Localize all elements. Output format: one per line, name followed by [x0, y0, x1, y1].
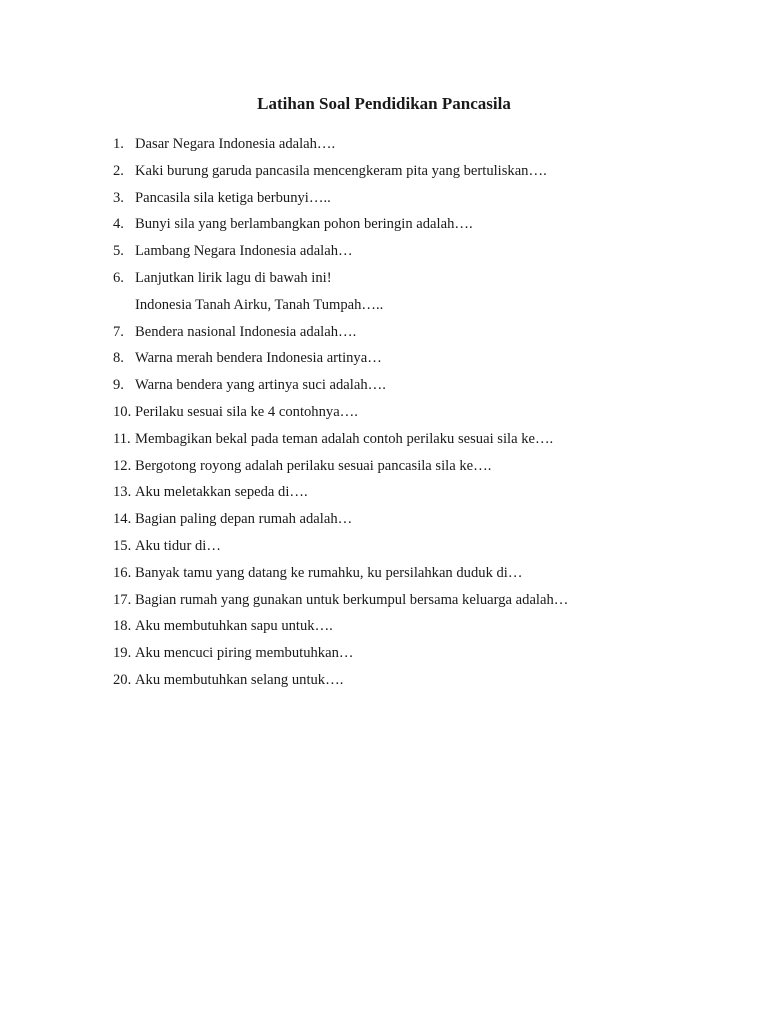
- question-number: 19.: [113, 645, 132, 662]
- question-item: [113, 562, 733, 589]
- question-number: 20.: [113, 671, 132, 688]
- question-number: 16.: [113, 564, 132, 581]
- question-text: Aku membutuhkan selang untuk….: [135, 671, 344, 688]
- question-number: 5.: [113, 243, 124, 260]
- question-item: [113, 508, 733, 535]
- question-number: 18.: [113, 618, 132, 635]
- question-item: [113, 187, 733, 214]
- question-item: [113, 160, 733, 187]
- question-text: Bagian rumah yang gunakan untuk berkumpul bersama keluarga adalah…: [135, 591, 569, 608]
- question-number: 13.: [113, 484, 132, 501]
- question-text: Aku membutuhkan sapu untuk….: [135, 618, 333, 635]
- question-number: 17.: [113, 591, 132, 608]
- question-text: Bunyi sila yang berlambangkan pohon beringin adalah….: [135, 216, 473, 233]
- question-number: 1.: [113, 136, 124, 152]
- question-number: 2.: [113, 162, 124, 179]
- question-text: Kaki burung garuda pancasila mencengkeram pita yang bertuliskan….: [135, 162, 547, 179]
- question-text: Bergotong royong adalah perilaku sesuai pancasila sila ke….: [135, 457, 492, 474]
- question-number: 8.: [113, 350, 124, 367]
- question-item: [113, 455, 733, 482]
- question-text: Aku mencuci piring membutuhkan…: [135, 645, 354, 662]
- question-number: 4.: [113, 216, 124, 233]
- question-text: Bendera nasional Indonesia adalah….: [135, 323, 357, 340]
- question-number: 9.: [113, 377, 124, 394]
- question-number: 14.: [113, 511, 132, 528]
- question-number: 11.: [113, 430, 131, 447]
- question-item: [113, 374, 733, 401]
- question-number: 12.: [113, 457, 132, 474]
- question-item: [113, 642, 733, 669]
- question-item: [113, 347, 733, 374]
- question-text: Dasar Negara Indonesia adalah….: [135, 136, 336, 152]
- question-text: Banyak tamu yang datang ke rumahku, ku persilahkan duduk di…: [135, 564, 523, 581]
- question-number: 3.: [113, 189, 124, 206]
- question-text: Membagikan bekal pada teman adalah contoh perilaku sesuai sila ke….: [135, 430, 554, 447]
- question-number: 10.: [113, 403, 132, 420]
- question-text: Lambang Negara Indonesia adalah…: [135, 243, 353, 260]
- document-title: Latihan Soal Pendidikan Pancasila: [257, 94, 511, 113]
- question-text: Warna merah bendera Indonesia artinya…: [135, 350, 382, 367]
- question-item: [113, 535, 733, 562]
- question-item: [113, 133, 733, 160]
- question-list: [113, 133, 733, 696]
- question-number: 15.: [113, 537, 132, 554]
- question-text: Warna bendera yang artinya suci adalah….: [135, 377, 386, 394]
- question-item: [113, 669, 733, 696]
- question-continuation: [113, 294, 733, 321]
- question-item: [113, 321, 733, 348]
- question-number: 6.: [113, 269, 124, 286]
- question-item: [113, 615, 733, 642]
- question-item: [113, 213, 733, 240]
- question-item: [113, 240, 733, 267]
- question-text: Aku tidur di…: [135, 537, 221, 554]
- question-item: [113, 481, 733, 508]
- question-item: [113, 428, 733, 455]
- question-text: Aku meletakkan sepeda di….: [135, 484, 308, 501]
- question-text: Bagian paling depan rumah adalah…: [135, 511, 353, 528]
- question-item: [113, 401, 733, 428]
- question-text: Perilaku sesuai sila ke 4 contohnya….: [135, 403, 358, 420]
- question-text: Indonesia Tanah Airku, Tanah Tumpah…..: [135, 296, 384, 313]
- question-text: Lanjutkan lirik lagu di bawah ini!: [135, 269, 332, 286]
- question-item: [113, 267, 733, 294]
- question-text: Pancasila sila ketiga berbunyi…..: [135, 189, 331, 206]
- question-item: [113, 589, 733, 616]
- question-number: 7.: [113, 323, 124, 340]
